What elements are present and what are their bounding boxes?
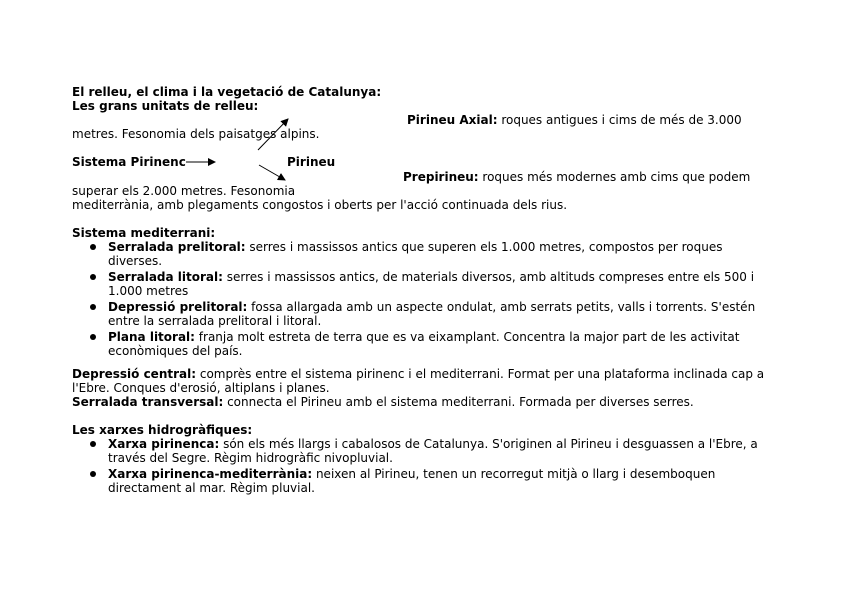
pirineu-label: Pirineu [287, 155, 336, 169]
depressio-central-paragraph: Depressió central: comprès entre el sistema pirinenc i el mediterrani. Format per una plataforma inclinada cap a l'Ebre. Conques d'erosió, altiplans i planes. [72, 367, 765, 395]
relief-units-heading: Les grans unitats de relleu: [72, 99, 259, 113]
list-item: Plana litoral: franja molt estreta de terra que es va eixamplant. Concentra la major part de les activitat econòmiques del país. [90, 330, 780, 358]
prepirineu-term: Prepirineu: [403, 170, 479, 184]
prepirineu-line [403, 170, 750, 184]
list-item: Xarxa pirinenca-mediterrània: neixen al Pirineu, tenen un recorregut mitjà o llarg i desemboquen directament al mar. Règim pluvial. [90, 467, 780, 495]
prepirineu-text: roques més modernes amb cims que podem [478, 170, 751, 184]
bullet-icon [90, 471, 96, 477]
mediterrani-list [90, 240, 780, 360]
bullet-icon [90, 304, 96, 310]
bullet-icon [90, 274, 96, 280]
pirineu-axial-line [407, 113, 742, 127]
pirineu-axial-text: roques antigues i cims de més de 3.000 [497, 113, 742, 127]
serralada-transversal-paragraph: Serralada transversal: connecta el Pirineu amb el sistema mediterrani. Formada per diverses serres. [72, 395, 694, 409]
list-item: Serralada litoral: serres i massissos antics, de materials diversos, amb altituds compreses entre els 500 i 1.000 metres [90, 270, 780, 298]
xarxes-list [90, 437, 780, 497]
document-title: El relleu, el clima i la vegetació de Catalunya: [72, 85, 382, 99]
prepirineu-continuation-1: superar els 2.000 metres. Fesonomia [72, 184, 296, 198]
xarxes-heading: Les xarxes hidrogràfiques: [72, 423, 253, 437]
mediterrani-heading: Sistema mediterrani: [72, 226, 216, 240]
list-item: Depressió prelitoral: fossa allargada amb un aspecte ondulat, amb serrats petits, valls i torrents. S'estén entre la serralada prelitoral i litoral. [90, 300, 780, 328]
bullet-icon [90, 334, 96, 340]
bullet-icon [90, 441, 96, 447]
pirineu-axial-term: Pirineu Axial: [407, 113, 498, 127]
pirineu-axial-continuation: metres. Fesonomia dels paisatges alpins. [72, 127, 320, 141]
bullet-icon [90, 244, 96, 250]
prepirineu-continuation-2: mediterrània, amb plegaments congostos i oberts per l'acció continuada dels rius. [72, 198, 568, 212]
sistema-pirinenc-label: Sistema Pirinenc [72, 155, 186, 169]
list-item: Serralada prelitoral: serres i massissos antics que superen els 1.000 metres, compostos per roques diverses. [90, 240, 780, 268]
list-item: Xarxa pirinenca: són els més llargs i cabalosos de Catalunya. S'originen al Pirineu i desguassen a l'Ebre, a través del Segre. Règim hidrogràfic nivopluvial. [90, 437, 780, 465]
arrow-to-prepirineu [259, 165, 285, 180]
